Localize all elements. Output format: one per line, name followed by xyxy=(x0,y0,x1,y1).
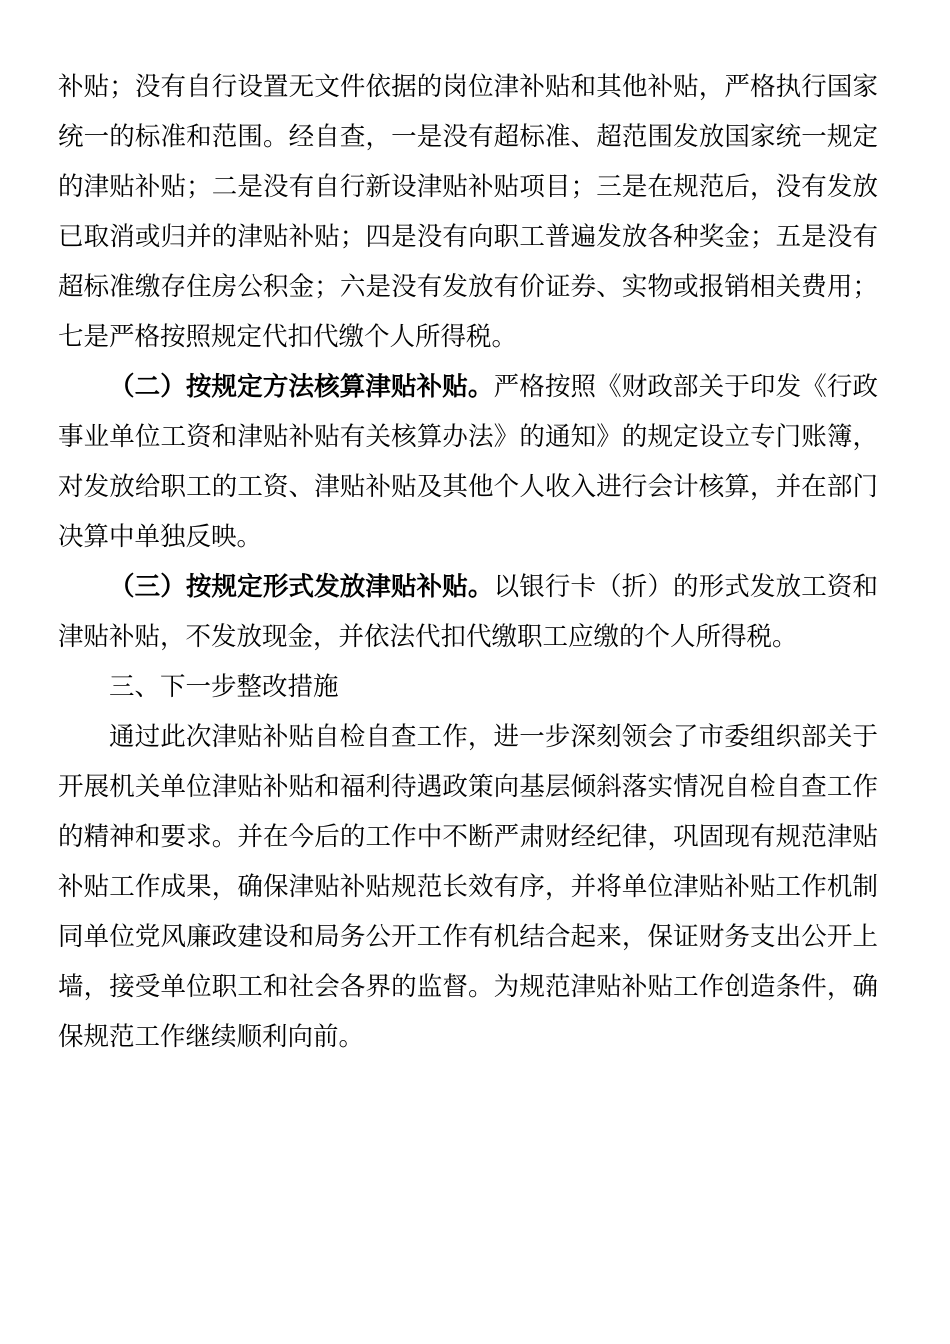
paragraph-continuation: 补贴；没有自行设置无文件依据的岗位津补贴和其他补贴，严格执行国家统一的标准和范围。经自查，一是没有超标准、超范围发放国家统一规定的津贴补贴；二是没有自行新设津贴补贴项目；三是在规范后，没有发放已取消或归并的津贴补贴；四是没有向职工普遍发放各种奖金；五是没有超标准缴存住房公积金；六是没有发放有价证券、实物或报销相关费用；七是严格按照规定代扣代缴个人所得税。 xyxy=(58,72,878,352)
paragraph-final: 通过此次津贴补贴自检自查工作，进一步深刻领会了市委组织部关于开展机关单位津贴补贴和福利待遇政策向基层倾斜落实情况自检自查工作的精神和要求。并在今后的工作中不断严肃财经纪律，巩固现有规范津贴补贴工作成果，确保津贴补贴规范长效有序，并将单位津贴补贴工作机制同单位党风廉政建设和局务公开工作有机结合起来，保证财务支出公开上墙，接受单位职工和社会各界的监督。为规范津贴补贴工作创造条件，确保规范工作继续顺利向前。 xyxy=(58,722,878,1052)
part-3-heading: 三、下一步整改措施 xyxy=(109,672,339,702)
section-3-heading: （三）按规定形式发放津贴补贴。 xyxy=(109,572,494,602)
paragraph-section-2 xyxy=(58,362,878,562)
paragraph-section-3 xyxy=(58,562,878,662)
section-3-body: 以银行卡（折）的形式发放工资和津贴补贴，不发放现金，并依法代扣代缴职工应缴的个人所得税。 xyxy=(58,572,878,652)
section-2-body: 严格按照《财政部关于印发《行政事业单位工资和津贴补贴有关核算办法》的通知》的规定设立专门账簿，对发放给职工的工资、津贴补贴及其他个人收入进行会计核算，并在部门决算中单独反映。 xyxy=(58,372,878,552)
document-body xyxy=(58,62,878,1062)
section-2-heading: （二）按规定方法核算津贴补贴。 xyxy=(109,372,494,402)
